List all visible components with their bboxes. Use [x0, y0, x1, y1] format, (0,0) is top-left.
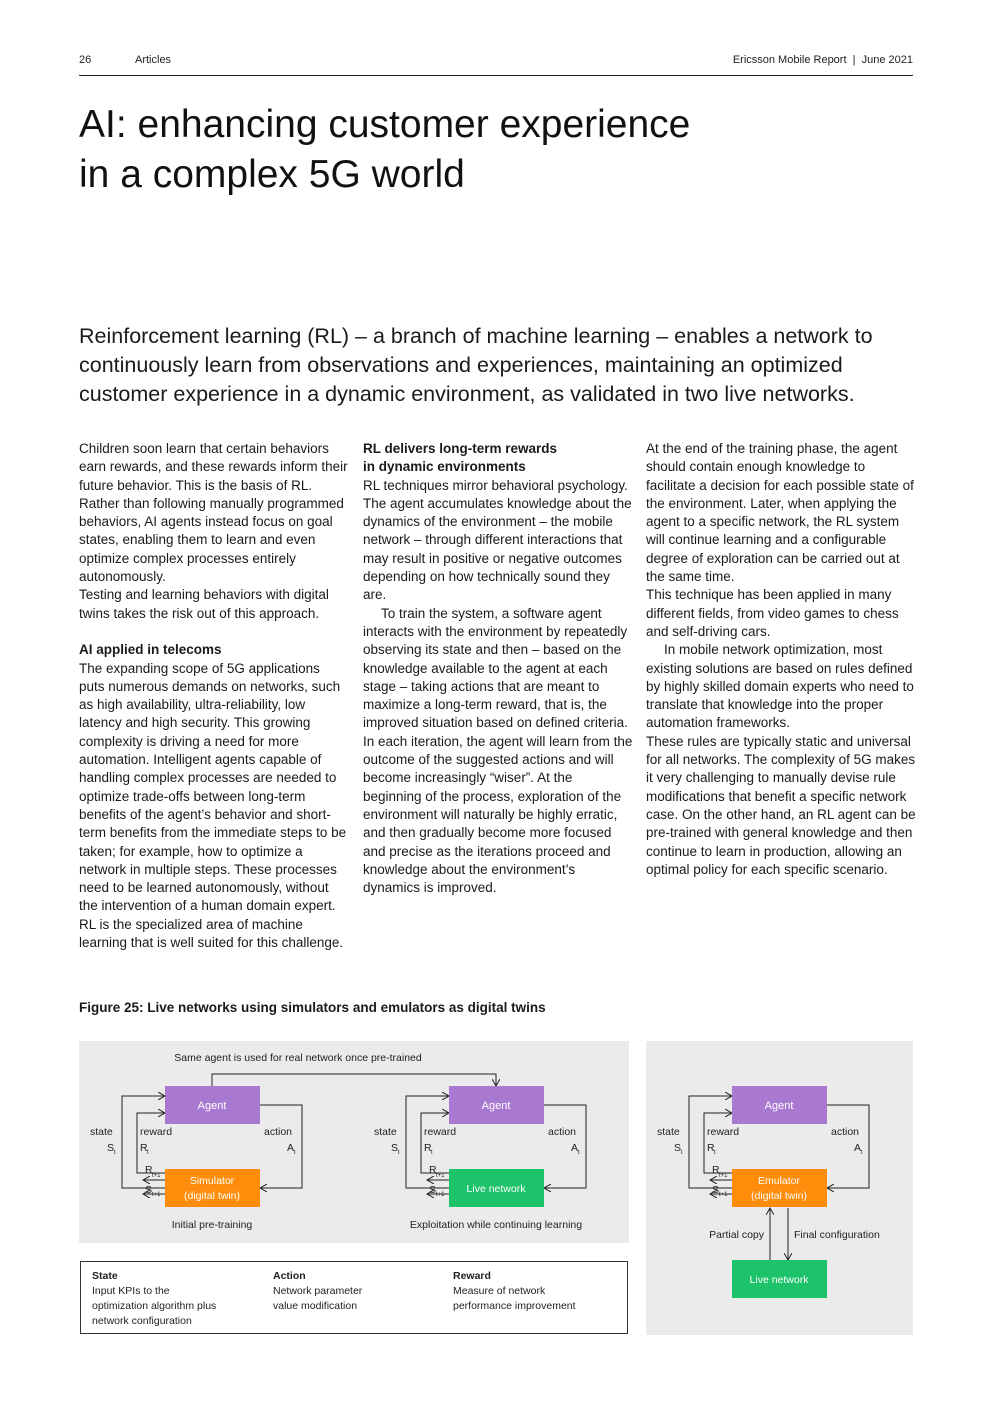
r-next-sub-2: t+1: [436, 1173, 445, 1179]
r-sub-1: t: [147, 1150, 149, 1156]
article-column-2: [363, 440, 633, 897]
diagram-main: [79, 1041, 629, 1243]
s-label-3: S: [674, 1142, 682, 1154]
r-label-1: R: [140, 1142, 148, 1154]
state-label-1: state: [90, 1126, 113, 1138]
col3-paragraph-2: This technique has been applied in many different fields, from video games to chess and self-driving cars.: [646, 587, 899, 639]
legend-action: [273, 1269, 443, 1314]
legend-state: [92, 1269, 262, 1329]
r-next-label-2: R: [429, 1164, 437, 1176]
r-next-label-1: R: [145, 1164, 153, 1176]
s-next-label-1: S: [145, 1184, 153, 1196]
legend-action-line-1: Network parameter: [273, 1285, 363, 1297]
legend-action-title: Action: [273, 1270, 306, 1282]
s-sub-3: t: [681, 1150, 683, 1156]
col2-subheading-line-1: RL delivers long-term rewards: [363, 441, 558, 456]
action-label-3: action: [831, 1126, 860, 1138]
legend-state-line-1: Input KPIs to the: [92, 1285, 170, 1297]
s-label-1: S: [107, 1142, 115, 1154]
simulator-label-1: Simulator: [189, 1175, 235, 1187]
title-line-1: AI: enhancing customer experience: [79, 103, 691, 146]
legend-reward-title: Reward: [453, 1270, 491, 1282]
a-label-3: A: [854, 1142, 862, 1154]
loop3-action-arrow: [827, 1105, 869, 1188]
state-label-2: state: [374, 1126, 397, 1138]
page-title: [79, 100, 839, 200]
lede-paragraph: Reinforcement learning (RL) – a branch of machine learning – enables a network to continuously learn from observations and experiences, maintaining an optimized customer experience in a dynamic environment, as validated in two live networks.: [79, 324, 873, 406]
r-label-3: R: [707, 1142, 715, 1154]
s-sub-1: t: [114, 1150, 116, 1156]
page-number: 26: [79, 54, 92, 66]
live-network-label-1: Live network: [466, 1183, 526, 1195]
r-next-sub-1: t+1: [152, 1173, 161, 1179]
figure-panel-main: [79, 1041, 629, 1243]
reward-label-1: reward: [140, 1126, 173, 1138]
legend-state-title: State: [92, 1270, 118, 1282]
legend-reward: [453, 1269, 623, 1314]
top-note: Same agent is used for real network once pre-trained: [174, 1052, 422, 1064]
legend-action-line-2: value modification: [273, 1300, 358, 1312]
r-next-sub-3: t+1: [719, 1173, 728, 1179]
simulator-label-2: (digital twin): [183, 1190, 241, 1202]
emulator-label-1: Emulator: [757, 1175, 801, 1187]
s-sub-2: t: [398, 1150, 400, 1156]
article-column-3: [646, 440, 916, 879]
article-column-1: [79, 440, 349, 952]
page-header: [79, 50, 913, 70]
action-label-2: action: [548, 1126, 577, 1138]
figure-title: Figure 25: Live networks using simulators and emulators as digital twins: [79, 1000, 546, 1015]
figure-panel-emulator: [646, 1041, 913, 1335]
col3-paragraph-4: These rules are typically static and universal for all networks. The complexity of 5G makes it very challenging to manually devise rule modifications that benefit a specific network case. On the other hand, an RL agent can be pre-trained with general knowledge and then continue to learn in production, allowing an optimal policy for each specific scenario.: [646, 733, 916, 877]
a-label-2: A: [571, 1142, 579, 1154]
partial-copy-label: Partial copy: [709, 1229, 764, 1241]
action-label-1: action: [264, 1126, 293, 1138]
s-next-sub-3: t+1: [719, 1192, 728, 1198]
figure-legend: [80, 1261, 628, 1334]
agent-label-3: Agent: [764, 1100, 794, 1112]
col2-paragraph-1: RL techniques mirror behavioral psychology. The agent accumulates knowledge about the dynamics of the environment – the mobile network – through different interactions that may result in positive or negative outcomes depending on how technically sound they are.: [363, 477, 632, 603]
col3-paragraph-1: At the end of the training phase, the agent should contain enough knowledge to facilitate a decision for each possible state of the environment. Later, when applying the agent to a specific network, the RL system will continue learning and a configurable degree of exploration can be carried out at the same time.: [646, 441, 914, 585]
agent-label-2: Agent: [481, 1100, 511, 1112]
a-label-1: A: [287, 1142, 295, 1154]
s-next-label-2: S: [429, 1184, 437, 1196]
s-next-label-3: S: [712, 1184, 720, 1196]
diagram-emulator: [646, 1041, 913, 1335]
col1-paragraph-2: Testing and learning behaviors with digital twins takes the risk out of this approach.: [79, 587, 329, 621]
top-connector-arrow: [212, 1074, 496, 1086]
col1-paragraph-1: Children soon learn that certain behaviors earn rewards, and these rewards inform their future behavior. This is the basis of RL. Rather than following manually programmed behaviors, AI agents instead focus on goal states, enabling them to learn and even optimize complex processes entirely autonomously.: [79, 441, 348, 585]
s-next-sub-1: t+1: [152, 1192, 161, 1198]
legend-reward-line-2: performance improvement: [453, 1300, 576, 1312]
r-label-2: R: [424, 1142, 432, 1154]
a-sub-1: t: [294, 1150, 296, 1156]
emulator-label-2: (digital twin): [750, 1190, 808, 1202]
state-label-3: state: [657, 1126, 680, 1138]
final-config-label: Final configuration: [794, 1229, 880, 1241]
col1-paragraph-3: The expanding scope of 5G applications puts numerous demands on networks, such as high availability, ultra-reliability, low latency and high security. This growing complexity is driving a need for more automation. Intelligent agents capable of handling complex processes are needed to optimize trade-offs between long-term benefits of the agent’s behavior and short-term benefits from the immediate steps to be taken; for example, how to optimize a network in multiple steps. These processes need to be learned autonomously, without the intervention of a human domain expert. RL is the specialized area of machine learning that is well suited for this challenge.: [79, 660, 347, 951]
a-sub-3: t: [861, 1150, 863, 1156]
reward-label-2: reward: [424, 1126, 457, 1138]
col1-subheading: AI applied in telecoms: [79, 642, 222, 658]
agent-label-1: Agent: [197, 1100, 227, 1112]
r-sub-2: t: [431, 1150, 433, 1156]
col2-paragraph-2: To train the system, a software agent interacts with the environment by repeatedly observing its state and then – based on the knowledge available to the agent at each stage – taking actions that are meant to maximize a long-term reward, that is, the improved situation based on defined criteria. In each iteration, the agent will learn from the outcome of the suggested actions and will become increasingly “wiser”. At the beginning of the process, exploration of the environment will naturally be highly erratic, and then gradually become more focused and precise as the iterations proceed and knowledge about the environment’s dynamics is improved.: [363, 605, 633, 896]
header-rule: [79, 75, 913, 76]
publication-label: Ericsson Mobile Report | June 2021: [732, 54, 913, 66]
legend-state-line-2: optimization algorithm plus: [92, 1300, 217, 1312]
section-label: Articles: [135, 54, 172, 66]
a-sub-2: t: [578, 1150, 580, 1156]
caption-exploitation: Exploitation while continuing learning: [409, 1219, 583, 1231]
col3-paragraph-3: In mobile network optimization, most existing solutions are based on rules defined by highly skilled domain experts who need to translate that knowledge into the proper automation frameworks.: [646, 642, 914, 731]
legend-reward-line-1: Measure of network: [453, 1285, 546, 1297]
legend-state-line-3: network configuration: [92, 1315, 192, 1327]
r-sub-3: t: [714, 1150, 716, 1156]
col2-subheading-line-2: in dynamic environments: [363, 459, 526, 475]
loop1-action-arrow: [260, 1105, 302, 1188]
live-network-label-2: Live network: [749, 1274, 809, 1286]
r-next-label-3: R: [712, 1164, 720, 1176]
title-line-2: in a complex 5G world: [79, 153, 465, 196]
s-label-2: S: [391, 1142, 399, 1154]
reward-label-3: reward: [707, 1126, 740, 1138]
loop2-action-arrow: [544, 1105, 586, 1188]
s-next-sub-2: t+1: [436, 1192, 445, 1198]
caption-pretraining: Initial pre-training: [171, 1219, 253, 1231]
